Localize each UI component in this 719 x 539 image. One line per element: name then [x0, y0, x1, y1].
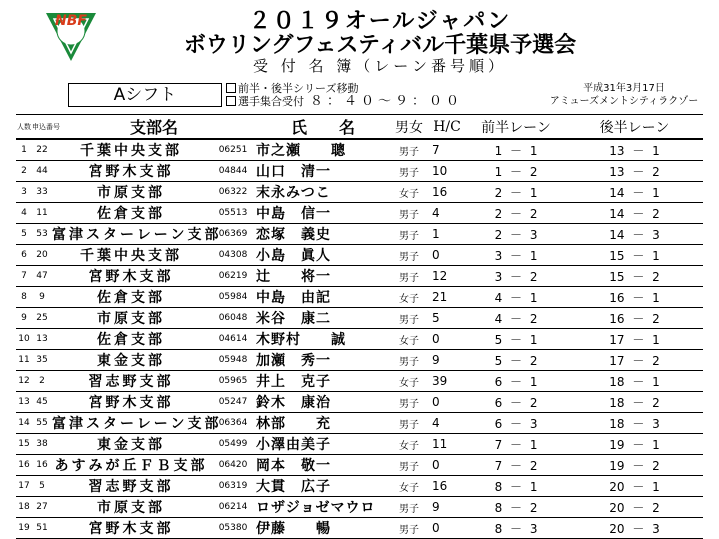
- sex: 女子: [390, 434, 428, 455]
- second-half-lane: 14 － 1: [566, 182, 703, 203]
- handicap: 9: [428, 497, 466, 518]
- second-half-lane: 15 － 1: [566, 245, 703, 266]
- player-name: 木野村 誠: [256, 329, 390, 350]
- entry-number: 33: [32, 182, 52, 203]
- entry-number: 47: [32, 266, 52, 287]
- handicap: 0: [428, 392, 466, 413]
- first-half-lane: 8 － 3: [466, 518, 566, 539]
- table-header: [16, 115, 703, 140]
- handicap: 11: [428, 434, 466, 455]
- note-series-move-text: 前半・後半シリーズ移動: [238, 82, 359, 95]
- entry-number: 5: [32, 476, 52, 497]
- branch-name: 宮野木支部: [52, 266, 210, 287]
- handicap: 9: [428, 350, 466, 371]
- table-row: [16, 497, 703, 518]
- branch-name: 佐倉支部: [52, 203, 210, 224]
- row-number: 5: [16, 224, 32, 245]
- row-number: 14: [16, 413, 32, 434]
- col-second-lane: 後半レーン: [566, 115, 703, 140]
- sex: 女子: [390, 329, 428, 350]
- handicap: 16: [428, 476, 466, 497]
- member-code: 05984: [210, 287, 256, 308]
- second-half-lane: 16 － 1: [566, 287, 703, 308]
- sex: 女子: [390, 182, 428, 203]
- entry-number: 53: [32, 224, 52, 245]
- first-half-lane: 3 － 1: [466, 245, 566, 266]
- first-half-lane: 2 － 3: [466, 224, 566, 245]
- entry-number: 16: [32, 455, 52, 476]
- event-date: 平成31年3月17日: [583, 83, 665, 94]
- player-name: ロザジョゼマウロ: [256, 497, 390, 518]
- branch-name: 富津スターレーン支部: [52, 413, 210, 434]
- entry-number: 9: [32, 287, 52, 308]
- sex: 女子: [390, 476, 428, 497]
- branch-name: 市原支部: [52, 308, 210, 329]
- table-row: [16, 455, 703, 476]
- branch-name: 習志野支部: [52, 371, 210, 392]
- member-code: 06369: [210, 224, 256, 245]
- table-row: [16, 287, 703, 308]
- member-code: 06219: [210, 266, 256, 287]
- handicap: 0: [428, 518, 466, 539]
- sex: 男子: [390, 350, 428, 371]
- player-name: 末永みつこ: [256, 182, 390, 203]
- note-gathering: [226, 95, 463, 108]
- sex: 女子: [390, 371, 428, 392]
- table-row: [16, 413, 703, 434]
- second-half-lane: 14 － 3: [566, 224, 703, 245]
- player-name: 恋塚 義史: [256, 224, 390, 245]
- player-name: 山口 清一: [256, 161, 390, 182]
- col-hc: H/C: [428, 115, 466, 140]
- second-half-lane: 20 － 3: [566, 518, 703, 539]
- entry-number: 51: [32, 518, 52, 539]
- branch-name: 富津スターレーン支部: [52, 224, 210, 245]
- player-name: 辻 将一: [256, 266, 390, 287]
- table-row: [16, 476, 703, 497]
- branch-name: 市原支部: [52, 182, 210, 203]
- sex: 男子: [390, 161, 428, 182]
- sex: 男子: [390, 455, 428, 476]
- logo-text: NBF: [55, 13, 87, 29]
- handicap: 39: [428, 371, 466, 392]
- handicap: 12: [428, 266, 466, 287]
- sex: 男子: [390, 224, 428, 245]
- second-half-lane: 18 － 3: [566, 413, 703, 434]
- row-number: 2: [16, 161, 32, 182]
- col-name: 氏 名: [256, 115, 390, 140]
- table-row: [16, 518, 703, 539]
- table-row: [16, 434, 703, 455]
- second-half-lane: 16 － 2: [566, 308, 703, 329]
- checkbox-icon: [226, 96, 236, 106]
- branch-name: 東金支部: [52, 434, 210, 455]
- player-name: 市之瀬 聰: [256, 139, 390, 161]
- entry-number: 25: [32, 308, 52, 329]
- handicap: 0: [428, 455, 466, 476]
- branch-name: 千葉中央支部: [52, 139, 210, 161]
- first-half-lane: 5 － 1: [466, 329, 566, 350]
- col-entry: 申込番号: [32, 115, 52, 140]
- second-half-lane: 14 － 2: [566, 203, 703, 224]
- table-row: [16, 245, 703, 266]
- player-name: 林部 充: [256, 413, 390, 434]
- col-branch: 支部名: [52, 115, 256, 140]
- checkbox-icon: [226, 83, 236, 93]
- handicap: 16: [428, 182, 466, 203]
- table-row: [16, 371, 703, 392]
- player-name: 加瀬 秀一: [256, 350, 390, 371]
- player-name: 鈴木 康治: [256, 392, 390, 413]
- entry-number: 22: [32, 139, 52, 161]
- row-number: 19: [16, 518, 32, 539]
- entry-number: 11: [32, 203, 52, 224]
- row-number: 17: [16, 476, 32, 497]
- first-half-lane: 6 － 1: [466, 371, 566, 392]
- row-number: 1: [16, 139, 32, 161]
- table-row: [16, 350, 703, 371]
- table-row: [16, 392, 703, 413]
- handicap: 10: [428, 161, 466, 182]
- player-name: 中島 信一: [256, 203, 390, 224]
- sex: 男子: [390, 139, 428, 161]
- note-gathering-text: 選手集合受付: [238, 95, 304, 108]
- handicap: 5: [428, 308, 466, 329]
- player-name: 小島 眞人: [256, 245, 390, 266]
- nbf-logo: [42, 7, 100, 65]
- table-row: [16, 308, 703, 329]
- entry-number: 13: [32, 329, 52, 350]
- member-code: 05499: [210, 434, 256, 455]
- row-number: 9: [16, 308, 32, 329]
- first-half-lane: 4 － 1: [466, 287, 566, 308]
- player-name: 中島 由記: [256, 287, 390, 308]
- second-half-lane: 13 － 2: [566, 161, 703, 182]
- member-code: 06319: [210, 476, 256, 497]
- table-row: [16, 182, 703, 203]
- first-half-lane: 7 － 1: [466, 434, 566, 455]
- second-half-lane: 15 － 2: [566, 266, 703, 287]
- branch-name: 千葉中央支部: [52, 245, 210, 266]
- table-row: [16, 266, 703, 287]
- first-half-lane: 6 － 3: [466, 413, 566, 434]
- table-row: [16, 329, 703, 350]
- branch-name: 習志野支部: [52, 476, 210, 497]
- member-code: 06214: [210, 497, 256, 518]
- branch-name: 東金支部: [52, 350, 210, 371]
- second-half-lane: 18 － 1: [566, 371, 703, 392]
- player-name: 小澤由美子: [256, 434, 390, 455]
- branch-name: 佐倉支部: [52, 329, 210, 350]
- member-code: 05965: [210, 371, 256, 392]
- sex: 女子: [390, 287, 428, 308]
- handicap: 4: [428, 413, 466, 434]
- handicap: 0: [428, 329, 466, 350]
- row-number: 13: [16, 392, 32, 413]
- sex: 男子: [390, 203, 428, 224]
- first-half-lane: 7 － 2: [466, 455, 566, 476]
- first-half-lane: 3 － 2: [466, 266, 566, 287]
- sex: 男子: [390, 413, 428, 434]
- branch-name: 佐倉支部: [52, 287, 210, 308]
- sex: 男子: [390, 392, 428, 413]
- title-year: ２０１９オールジャパン: [248, 8, 512, 34]
- member-code: 05380: [210, 518, 256, 539]
- table-row: [16, 161, 703, 182]
- member-code: 06364: [210, 413, 256, 434]
- entry-number: 35: [32, 350, 52, 371]
- table-row: [16, 139, 703, 161]
- player-name: 伊藤 暢: [256, 518, 390, 539]
- first-half-lane: 8 － 1: [466, 476, 566, 497]
- entry-number: 2: [32, 371, 52, 392]
- second-half-lane: 20 － 1: [566, 476, 703, 497]
- row-number: 6: [16, 245, 32, 266]
- sex: 男子: [390, 497, 428, 518]
- second-half-lane: 19 － 2: [566, 455, 703, 476]
- first-half-lane: 2 － 2: [466, 203, 566, 224]
- row-number: 12: [16, 371, 32, 392]
- member-code: 05948: [210, 350, 256, 371]
- entry-number: 20: [32, 245, 52, 266]
- col-sex: 男女: [390, 115, 428, 140]
- handicap: 4: [428, 203, 466, 224]
- second-half-lane: 20 － 2: [566, 497, 703, 518]
- registration-table: [16, 114, 703, 539]
- handicap: 7: [428, 139, 466, 161]
- row-number: 4: [16, 203, 32, 224]
- entry-number: 38: [32, 434, 52, 455]
- branch-name: 市原支部: [52, 497, 210, 518]
- second-half-lane: 17 － 2: [566, 350, 703, 371]
- player-name: 米谷 康二: [256, 308, 390, 329]
- row-number: 7: [16, 266, 32, 287]
- first-half-lane: 2 － 1: [466, 182, 566, 203]
- handicap: 0: [428, 245, 466, 266]
- second-half-lane: 19 － 1: [566, 434, 703, 455]
- first-half-lane: 1 － 1: [466, 139, 566, 161]
- sex: 男子: [390, 308, 428, 329]
- branch-name: 宮野木支部: [52, 392, 210, 413]
- row-number: 3: [16, 182, 32, 203]
- gathering-time: ８：４０～９：００: [310, 94, 464, 109]
- member-code: 06420: [210, 455, 256, 476]
- handicap: 21: [428, 287, 466, 308]
- row-number: 16: [16, 455, 32, 476]
- title-subtitle: 受 付 名 簿（レーン番号順）: [252, 57, 507, 75]
- first-half-lane: 6 － 2: [466, 392, 566, 413]
- second-half-lane: 13 － 1: [566, 139, 703, 161]
- venue-info: [548, 82, 700, 108]
- row-number: 18: [16, 497, 32, 518]
- venue-name: アミューズメントシティラクゾー: [549, 96, 699, 107]
- member-code: 06251: [210, 139, 256, 161]
- member-code: 05247: [210, 392, 256, 413]
- sex: 男子: [390, 245, 428, 266]
- sex: 男子: [390, 518, 428, 539]
- title-event: ボウリングフェスティバル千葉県予選会: [183, 32, 577, 58]
- shift-label: Aシフト: [68, 83, 222, 107]
- member-code: 06322: [210, 182, 256, 203]
- entry-number: 55: [32, 413, 52, 434]
- table-row: [16, 224, 703, 245]
- entry-number: 27: [32, 497, 52, 518]
- first-half-lane: 8 － 2: [466, 497, 566, 518]
- player-name: 大貫 広子: [256, 476, 390, 497]
- member-code: 04308: [210, 245, 256, 266]
- entry-number: 44: [32, 161, 52, 182]
- row-number: 11: [16, 350, 32, 371]
- sex: 男子: [390, 266, 428, 287]
- second-half-lane: 18 － 2: [566, 392, 703, 413]
- row-number: 15: [16, 434, 32, 455]
- member-code: 05513: [210, 203, 256, 224]
- second-half-lane: 17 － 1: [566, 329, 703, 350]
- col-no: 人数: [16, 115, 32, 140]
- member-code: 04614: [210, 329, 256, 350]
- entry-number: 45: [32, 392, 52, 413]
- row-number: 8: [16, 287, 32, 308]
- handicap: 1: [428, 224, 466, 245]
- row-number: 10: [16, 329, 32, 350]
- table-row: [16, 203, 703, 224]
- col-first-lane: 前半レーン: [466, 115, 566, 140]
- player-name: 井上 克子: [256, 371, 390, 392]
- branch-name: あすみが丘ＦＢ支部: [52, 455, 210, 476]
- first-half-lane: 1 － 2: [466, 161, 566, 182]
- branch-name: 宮野木支部: [52, 518, 210, 539]
- player-name: 岡本 敬一: [256, 455, 390, 476]
- member-code: 04844: [210, 161, 256, 182]
- member-code: 06048: [210, 308, 256, 329]
- notes: [226, 82, 463, 108]
- branch-name: 宮野木支部: [52, 161, 210, 182]
- first-half-lane: 5 － 2: [466, 350, 566, 371]
- first-half-lane: 4 － 2: [466, 308, 566, 329]
